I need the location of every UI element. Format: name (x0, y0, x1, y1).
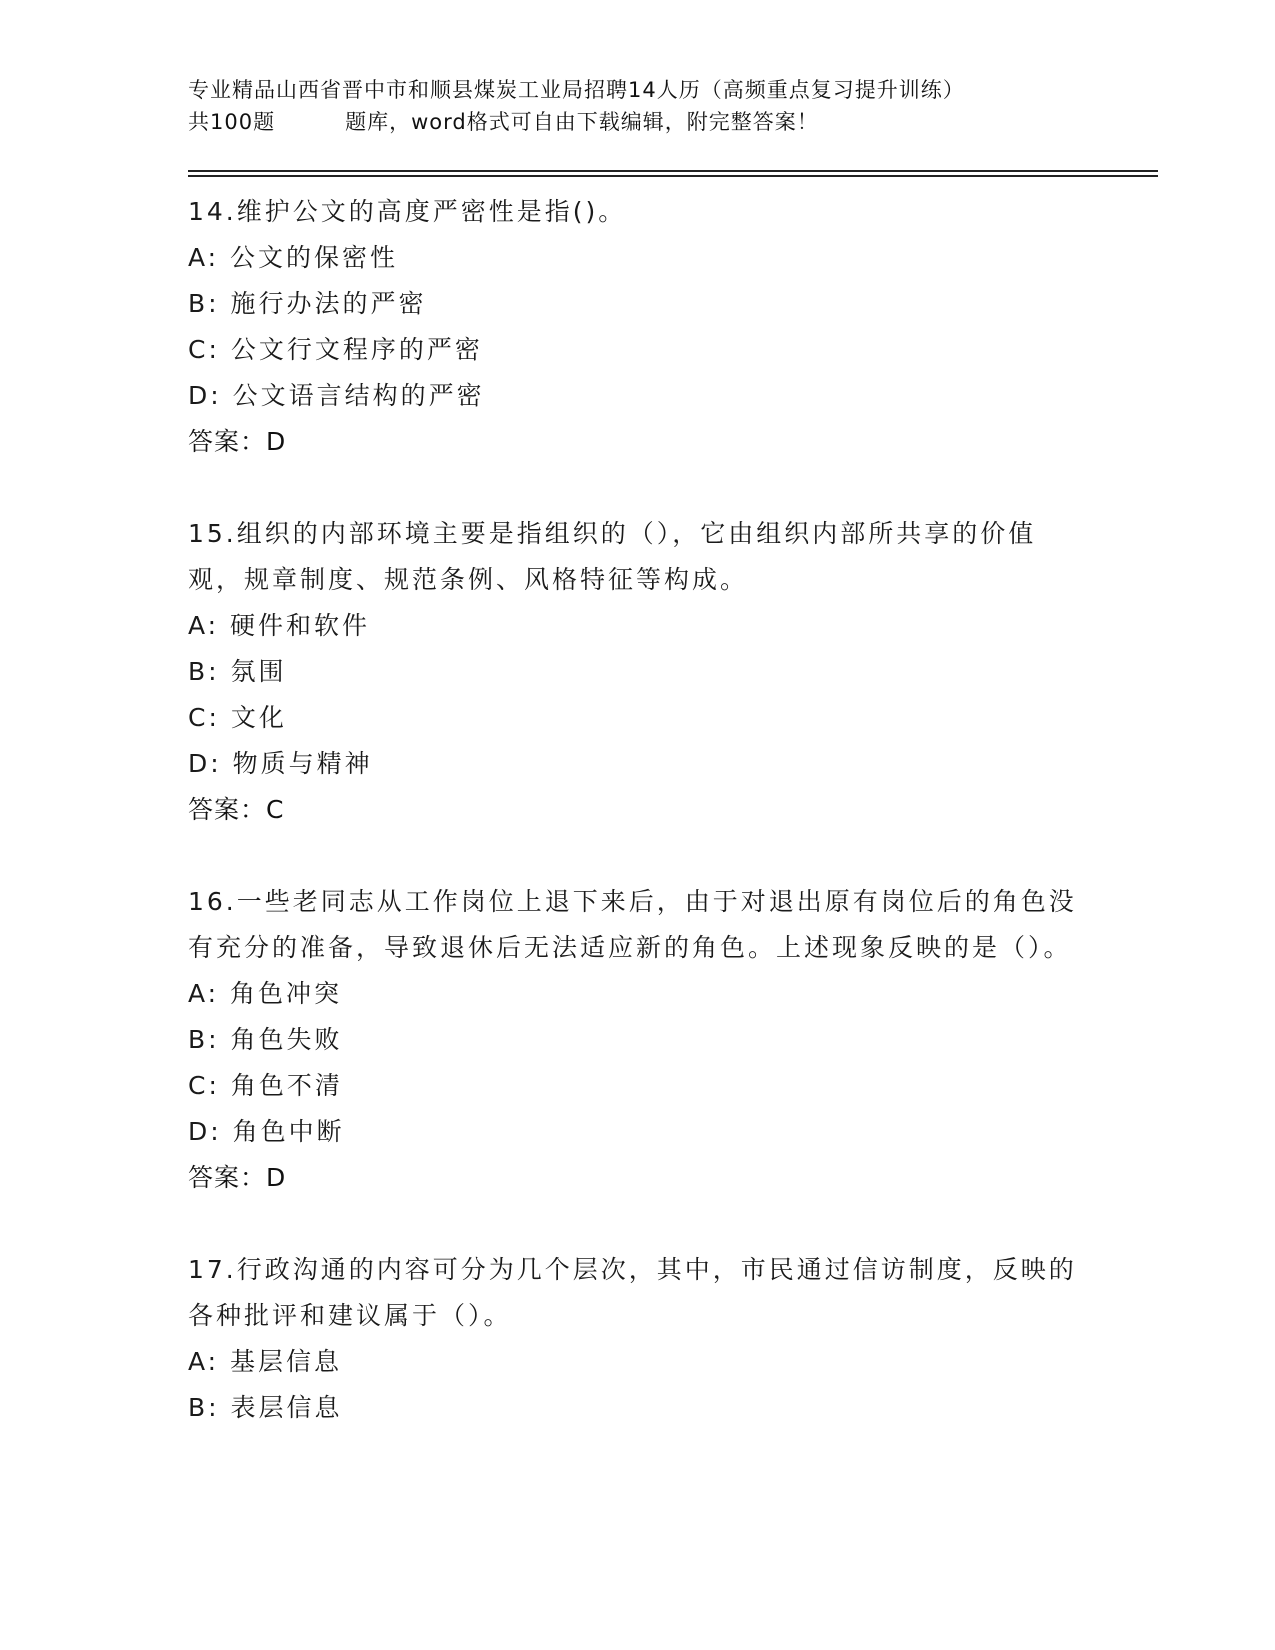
question-stem: 16.一些老同志从工作岗位上退下来后，由于对退出原有岗位后的角色没有充分的准备，导致退休后无法适应新的角色。上述现象反映的是（）。 (188, 887, 1077, 962)
option-b: B: 角色失败 (188, 1025, 343, 1054)
answer-line: 答案：C (188, 795, 285, 824)
question-stem: 14.维护公文的高度严密性是指()。 (188, 197, 627, 226)
option-d: D: 公文语言结构的严密 (188, 381, 485, 410)
header-description: 题库，word格式可自由下载编辑，附完整答案！ (345, 110, 819, 134)
question-15 (188, 511, 1088, 833)
question-17 (188, 1247, 1088, 1431)
question-stem: 15.组织的内部环境主要是指组织的（），它由组织内部所共享的价值观，规章制度、规范条例、风格特征等构成。 (188, 519, 1037, 594)
answer-line: 答案：D (188, 427, 287, 456)
option-a: A: 基层信息 (188, 1347, 343, 1376)
option-a: A: 角色冲突 (188, 979, 343, 1008)
document-header (188, 74, 1148, 138)
header-question-count: 共100题 (188, 110, 276, 134)
option-b: B: 氛围 (188, 657, 287, 686)
option-a: A: 公文的保密性 (188, 243, 399, 272)
option-c: C: 文化 (188, 703, 287, 732)
option-a: A: 硬件和软件 (188, 611, 371, 640)
header-title-line: 专业精品山西省晋中市和顺县煤炭工业局招聘14人历（高频重点复习提升训练） (188, 78, 965, 102)
answer-line: 答案：D (188, 1163, 287, 1192)
option-c: C: 角色不清 (188, 1071, 343, 1100)
header-subtitle-line (188, 106, 1148, 138)
option-d: D: 物质与精神 (188, 749, 373, 778)
option-b: B: 施行办法的严密 (188, 289, 427, 318)
header-divider-bottom (188, 175, 1158, 177)
question-stem: 17.行政沟通的内容可分为几个层次，其中，市民通过信访制度，反映的各种批评和建议属于（）。 (188, 1255, 1077, 1330)
option-c: C: 公文行文程序的严密 (188, 335, 483, 364)
question-14 (188, 189, 1088, 465)
question-16 (188, 879, 1088, 1201)
option-d: D: 角色中断 (188, 1117, 345, 1146)
question-list (188, 189, 1088, 1431)
option-b: B: 表层信息 (188, 1393, 343, 1422)
header-divider-top (188, 170, 1158, 172)
